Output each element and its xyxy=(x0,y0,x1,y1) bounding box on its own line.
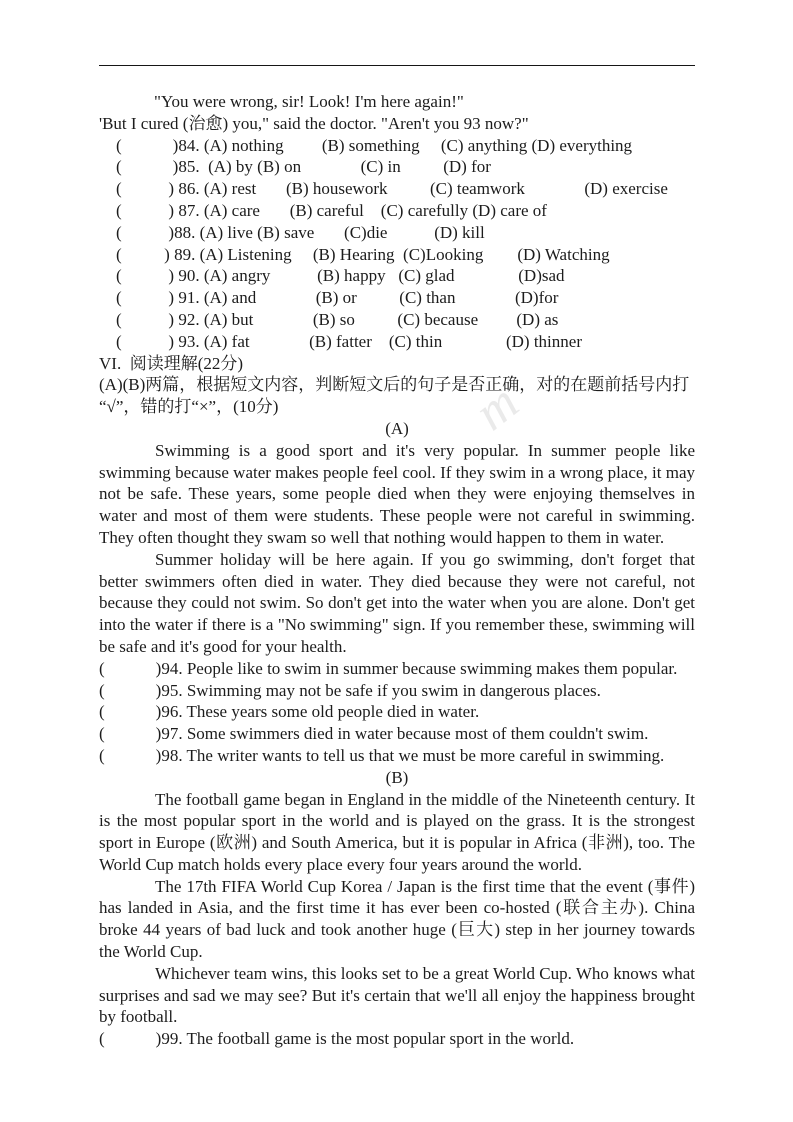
section-instruction-line-2: “√”，错的打“×”，(10分) xyxy=(99,397,279,417)
passage-a-paragraphs xyxy=(99,440,695,658)
passage-a-paragraph: Swimming is a good sport and it's very popular. In summer people like swimming because water makes people feel cool. If they swim in a wrong place, it may not be safe. These years, some people died when they were enjoying themselves in water and most of them were students. These people were not careful in swimming. They often thought they swam so well that nothing would happen to them in water. xyxy=(99,440,695,547)
mc-question-row: ( ) 91. (A) and (B) or (C) than (D)for xyxy=(116,288,559,308)
section-vi-heading: VI. 阅读理解(22分) xyxy=(99,353,244,373)
mc-question-row: ( ) 93. (A) fat (B) fatter (C) thin (D) thinner xyxy=(116,331,582,351)
passage-a-paragraph: Summer holiday will be here again. If you go swimming, don't forget that better swimmers often died in water. They died because they were not careful, not because they could not swim. So don't get into the water when you are alone. Don't get into the water if there is a "No swimming" sign. If you remember these, swimming will be safe and it's good for your health. xyxy=(99,549,695,656)
tf-question-row: ( )94. People like to swim in summer because swimming makes them popular. xyxy=(99,658,678,678)
page-content xyxy=(99,65,695,1050)
tf-question-row: ( )95. Swimming may not be safe if you swim in dangerous places. xyxy=(99,680,601,700)
passage-a-label: (A) xyxy=(385,418,409,438)
mc-question-row: ( ) 86. (A) rest (B) housework (C) teamwork (D) exercise xyxy=(116,179,668,199)
watermark: m xyxy=(464,373,530,442)
tf-question-row: ( )99. The football game is the most popular sport in the world. xyxy=(99,1029,575,1049)
mc-question-row: ( )88. (A) live (B) save (C)die (D) kill xyxy=(116,222,485,242)
mc-question-row: ( ) 90. (A) angry (B) happy (C) glad (D)sad xyxy=(116,266,565,286)
mc-question-row: ( ) 92. (A) but (B) so (C) because (D) as xyxy=(116,309,559,329)
header-rule xyxy=(99,65,695,66)
passage-b-paragraph: Whichever team wins, this looks set to be a great World Cup. Who knows what surprises and sad we may see? But it's certain that we'll all enjoy the happiness brought by football. xyxy=(99,963,695,1027)
tf-question-row: ( )98. The writer wants to tell us that we must be more careful in swimming. xyxy=(99,745,665,765)
mc-question-row: ( ) 89. (A) Listening (B) Hearing (C)Looking (D) Watching xyxy=(116,244,610,264)
passage-b-question-list xyxy=(99,1028,695,1050)
section-instruction-line-1: (A)(B)两篇，根据短文内容，判断短文后的句子是否正确，对的在题前括号内打 xyxy=(99,375,690,395)
dialogue-line-2: 'But I cured (治愈) you," said the doctor. "Aren't you 93 now?" xyxy=(99,113,529,133)
multiple-choice-question-list xyxy=(99,135,695,353)
tf-question-row: ( )96. These years some old people died in water. xyxy=(99,702,480,722)
tf-question-row: ( )97. Some swimmers died in water because most of them couldn't swim. xyxy=(99,724,649,744)
mc-question-row: ( )85. (A) by (B) on (C) in (D) for xyxy=(116,157,491,177)
mc-question-row: ( ) 87. (A) care (B) careful (C) carefully (D) care of xyxy=(116,200,547,220)
passage-b-paragraphs xyxy=(99,789,695,1029)
mc-question-row: ( )84. (A) nothing (B) something (C) anything (D) everything xyxy=(116,135,633,155)
passage-b-label: (B) xyxy=(385,767,409,787)
passage-a-question-list xyxy=(99,658,695,767)
passage-b-paragraph: The football game began in England in the middle of the Nineteenth century. It is the most popular sport in the world and is played on the grass. It is the strongest sport in Europe (欧洲) and South America, but it is popular in Africa (非洲), too. The World Cup match holds every place every four years around the world. xyxy=(99,789,695,874)
dialogue-line-1: "You were wrong, sir! Look! I'm here again!" xyxy=(154,92,464,111)
passage-b-paragraph: The 17th FIFA World Cup Korea / Japan is the first time that the event (事件) has landed in Asia, and the first time it has ever been co-hosted (联合主办). China broke 44 years of bad luck and took another huge (巨大) step in her journey towards the World Cup. xyxy=(99,876,695,962)
